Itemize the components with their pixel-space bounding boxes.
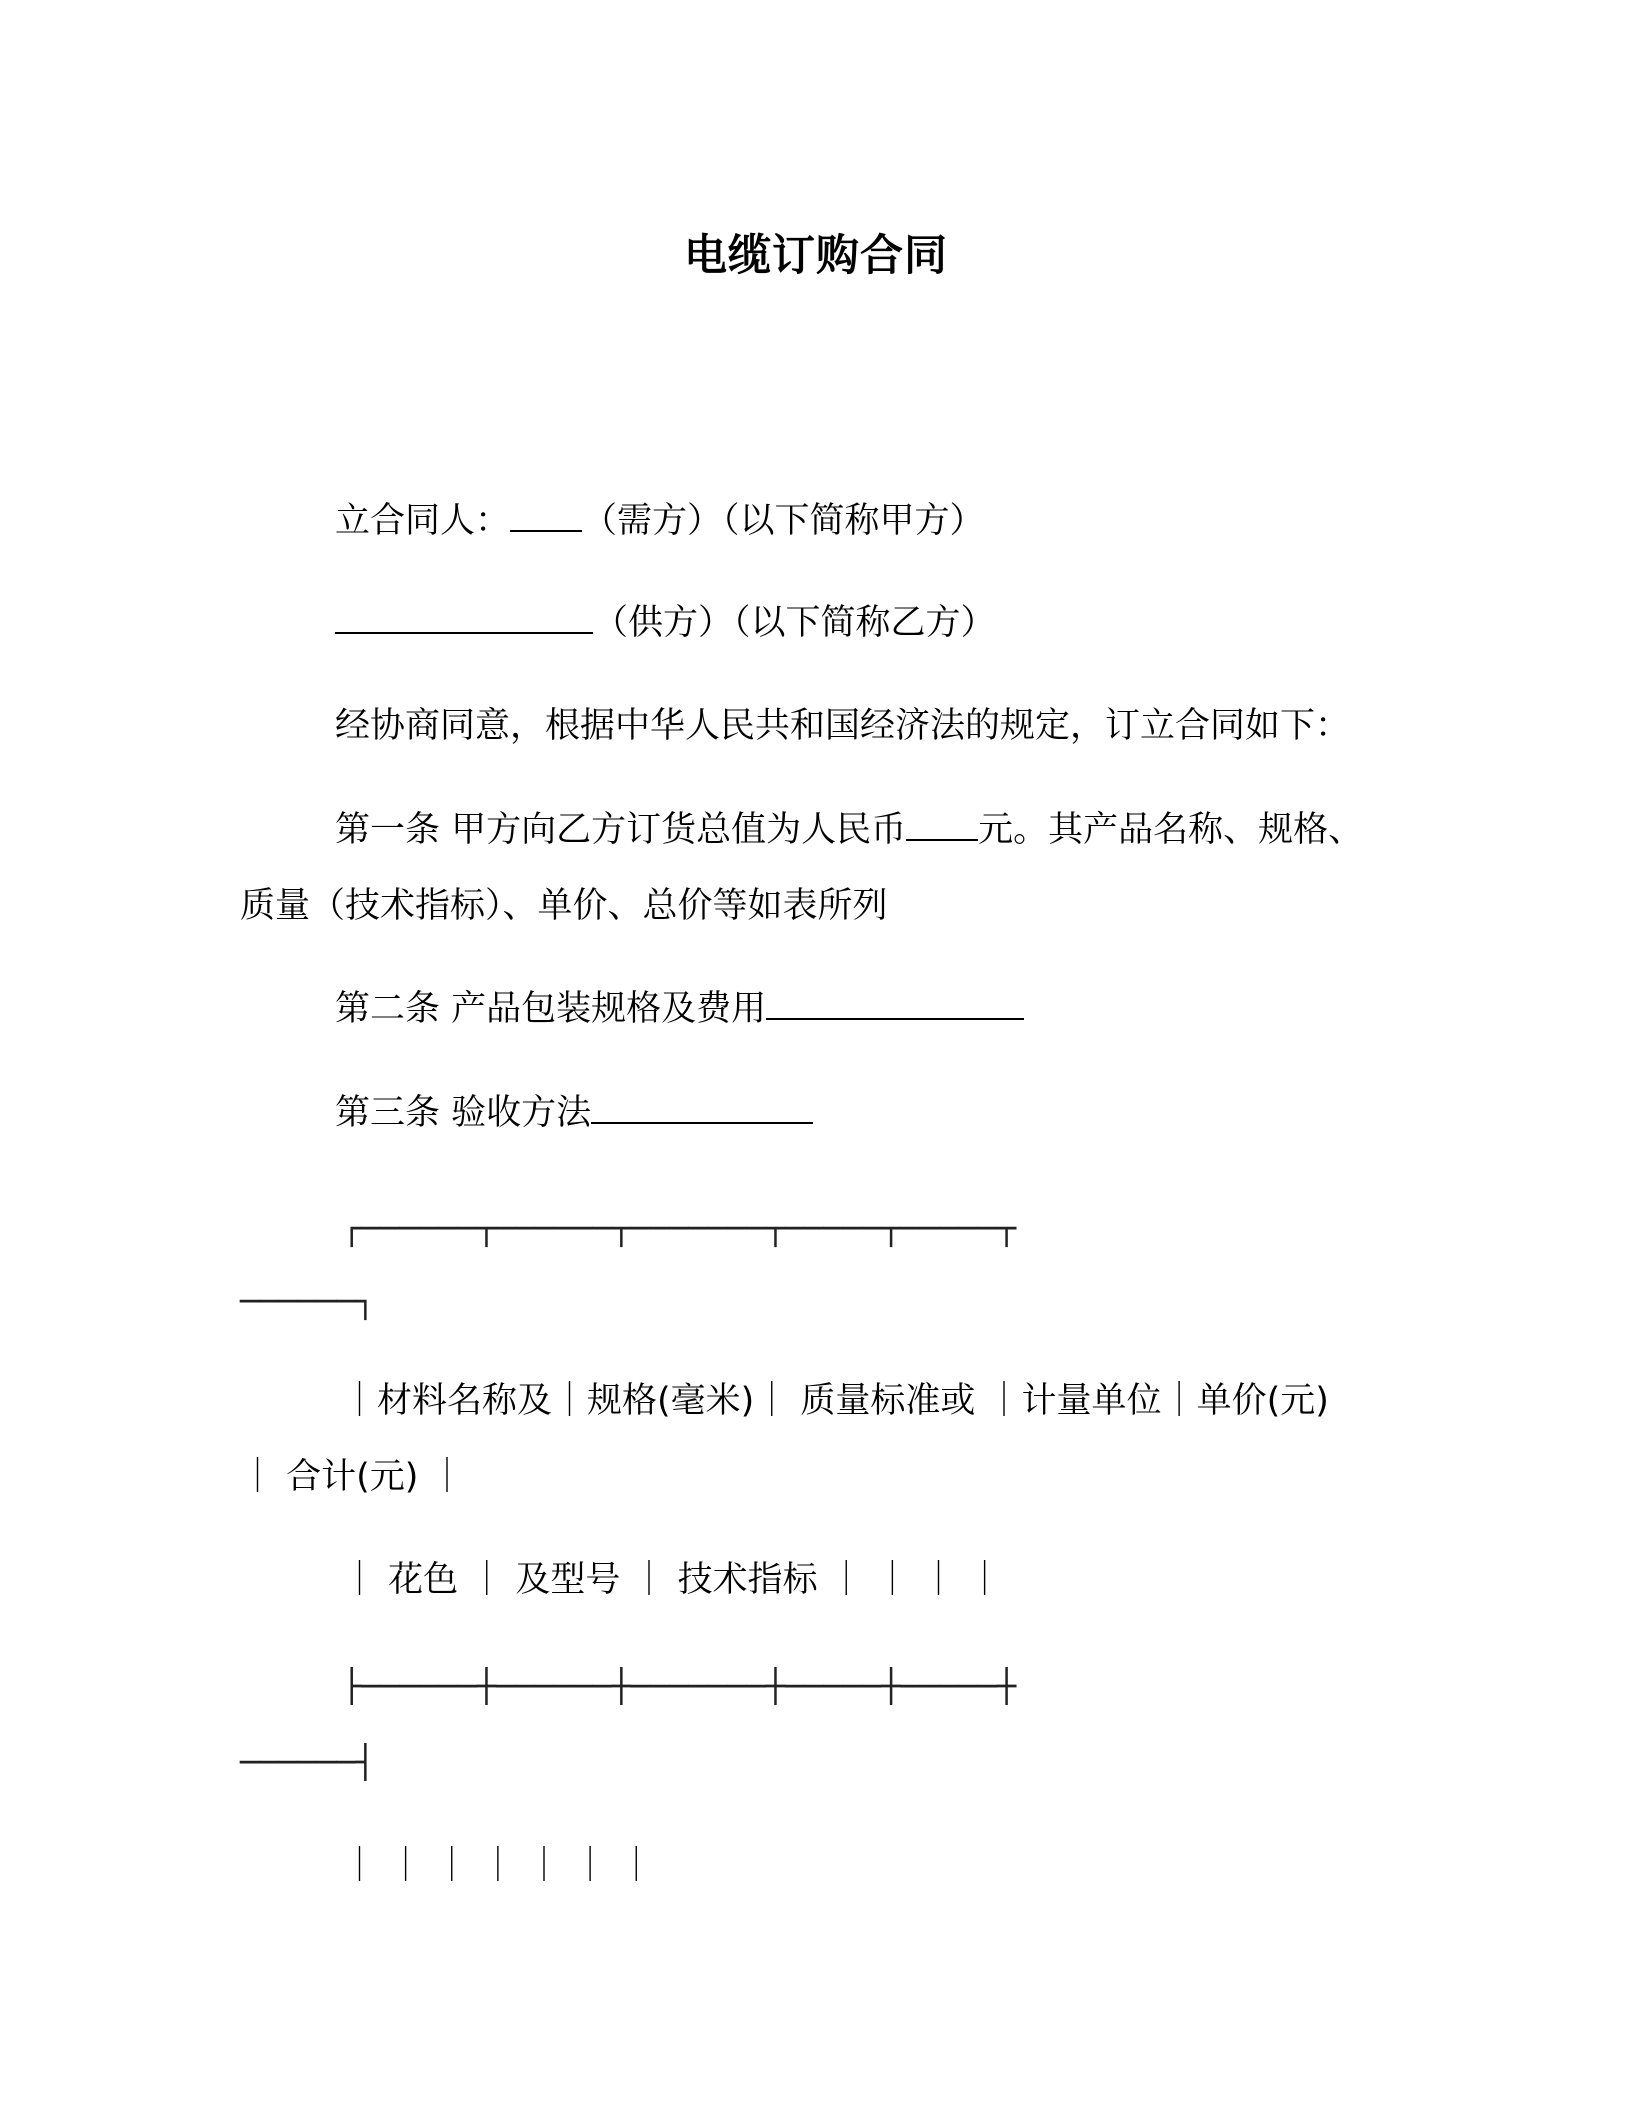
- table-header-row1: ｜材料名称及｜规格(毫米)｜ 质量标准或 ｜计量单位｜单价(元): [342, 1381, 1329, 1421]
- article3-line: [335, 1089, 813, 1137]
- parties-label: 立合同人：: [335, 501, 511, 541]
- buyer-name-blank[interactable]: [510, 498, 582, 532]
- total-amount-blank[interactable]: [906, 807, 978, 841]
- article1-line1: [335, 806, 1363, 854]
- buyer-role-text: （需方）（以下简称甲方）: [582, 501, 985, 541]
- table-header-row2: ｜ 花色 ｜ 及型号 ｜ 技术指标 ｜ ｜ ｜ ｜: [342, 1560, 1003, 1600]
- article1-text-before: 第一条 甲方向乙方订货总值为人民币: [335, 810, 907, 850]
- seller-role-text: （供方）（以下简称乙方）: [593, 603, 996, 643]
- article2-line: [335, 985, 1024, 1033]
- table-empty-row: ｜ ｜ ｜ ｜ ｜ ｜ ｜: [342, 1846, 654, 1886]
- intro-paragraph: 经协商同意，根据中华人民共和国经济法的规定，订立合同如下：: [335, 706, 1351, 746]
- packaging-blank[interactable]: [766, 986, 1024, 1020]
- article1-text-after: 元。其产品名称、规格、: [978, 810, 1364, 850]
- parties-seller-line: [335, 599, 996, 647]
- table-top-border-end: ──────┐: [240, 1282, 375, 1320]
- table-middle-border: ├──────┼──────┼───────┼─────┼─────┼: [342, 1667, 1017, 1705]
- acceptance-method-blank[interactable]: [591, 1090, 813, 1124]
- parties-buyer-line: [335, 497, 985, 545]
- table-middle-border-end: ──────┤: [240, 1743, 375, 1781]
- table-header-row1-end: ｜ 合计(元) ｜: [240, 1457, 465, 1497]
- article2-text: 第二条 产品包装规格及费用: [335, 989, 767, 1029]
- seller-name-blank[interactable]: [335, 600, 593, 634]
- article1-line2: 质量（技术指标）、单价、总价等如表所列: [240, 886, 888, 926]
- article3-text: 第三条 验收方法: [335, 1093, 592, 1133]
- document-title: 电缆订购合同: [684, 231, 948, 281]
- table-top-border: ┌──────┬──────┬───────┬─────┬─────┬: [342, 1209, 1017, 1247]
